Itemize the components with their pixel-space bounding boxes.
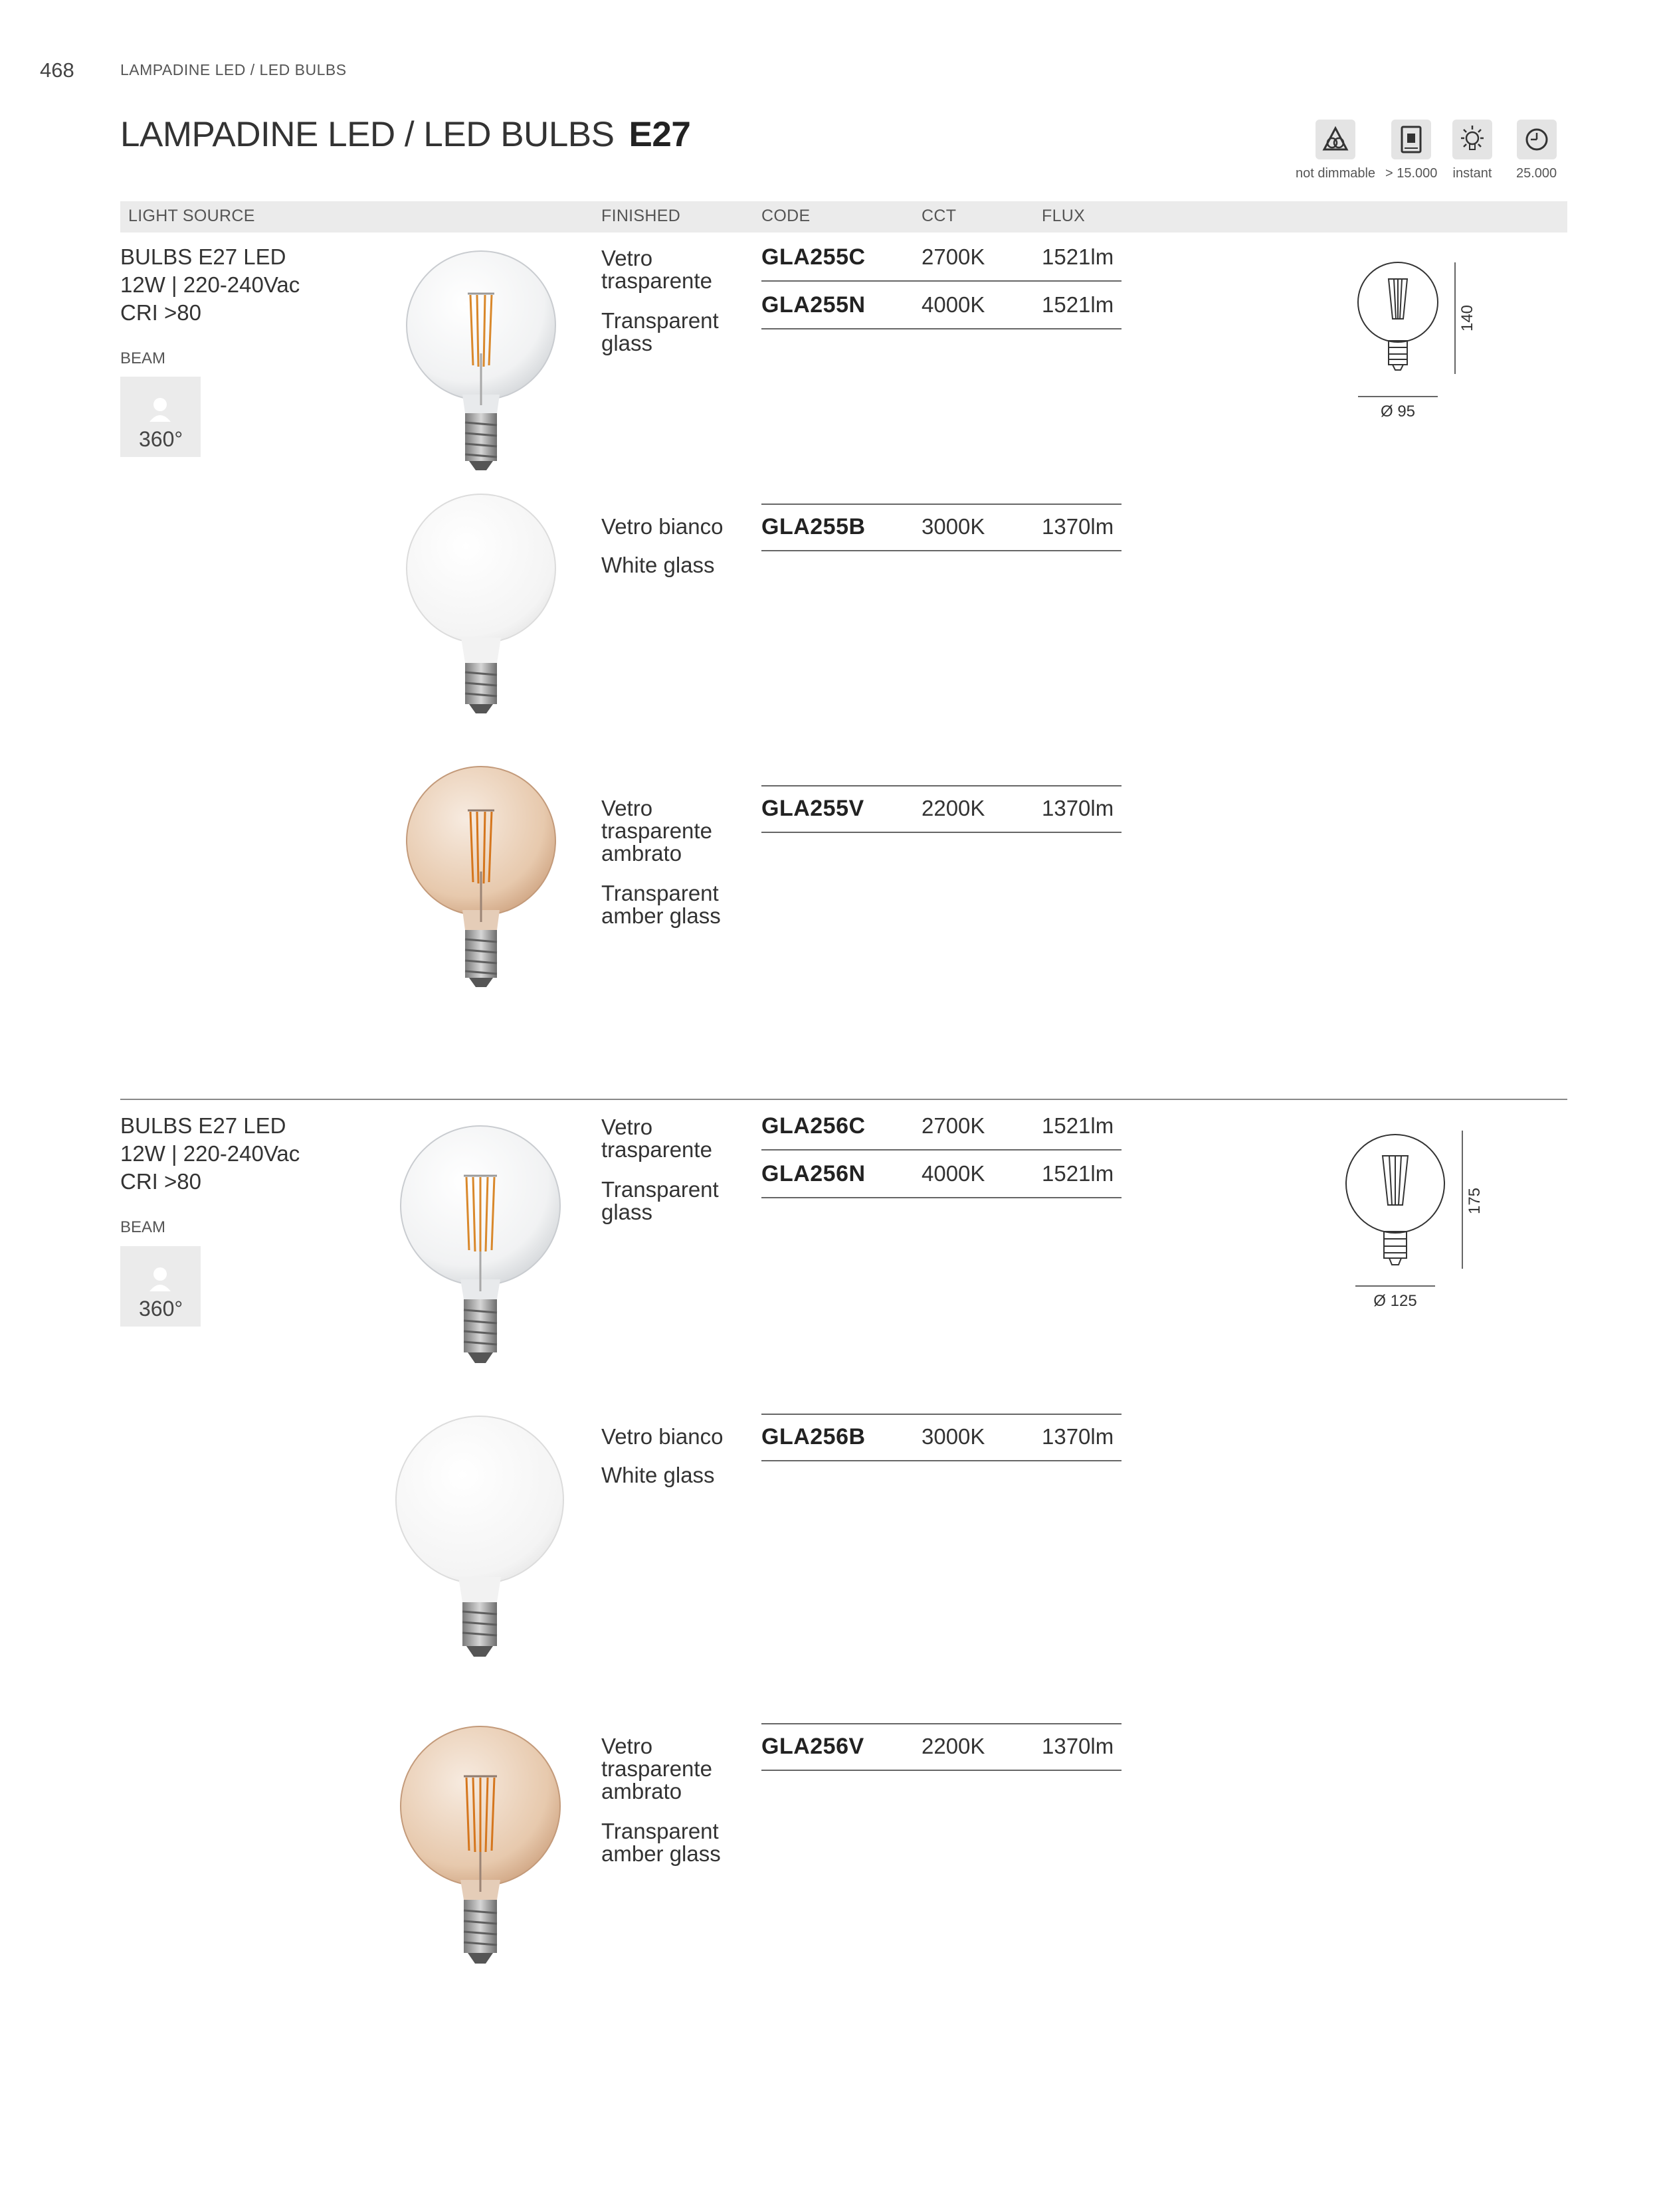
row-divider bbox=[761, 1460, 1122, 1461]
beam-icon bbox=[147, 1265, 173, 1291]
dimension-height: 140 bbox=[1458, 304, 1476, 332]
source-type: BULBS E27 LED bbox=[120, 1113, 286, 1138]
bulb-white-image bbox=[392, 1415, 567, 1661]
running-head: LAMPADINE LED / LED BULBS bbox=[120, 61, 347, 78]
finish-description bbox=[601, 1735, 728, 1865]
finish-en: Transparent amber glass bbox=[601, 1819, 721, 1866]
row-divider bbox=[761, 1770, 1122, 1771]
title-socket: E27 bbox=[629, 115, 691, 154]
product-flux: 1521lm bbox=[1042, 1113, 1114, 1138]
row-divider bbox=[761, 785, 1122, 786]
product-cct: 2200K bbox=[922, 1734, 985, 1758]
dimension-height: 175 bbox=[1466, 1187, 1484, 1215]
finish-description bbox=[601, 515, 723, 577]
finish-en: White glass bbox=[601, 1463, 715, 1487]
finish-it: Vetro trasparente bbox=[601, 1115, 712, 1162]
header-code: CODE bbox=[761, 207, 811, 225]
product-flux: 1521lm bbox=[1042, 1161, 1114, 1186]
source-cri: CRI >80 bbox=[120, 1169, 201, 1194]
row-divider bbox=[761, 504, 1122, 505]
dimension-drawing bbox=[1339, 1123, 1492, 1315]
finish-description bbox=[601, 247, 728, 355]
not-dimmable-icon bbox=[1316, 120, 1355, 159]
feature-label: 25.000 bbox=[1516, 166, 1557, 181]
source-power: 12W | 220-240Vac bbox=[120, 1141, 300, 1166]
finish-en: White glass bbox=[601, 553, 715, 577]
dimension-drawing bbox=[1355, 256, 1488, 428]
switching-cycles-icon bbox=[1391, 120, 1431, 159]
header-cct: CCT bbox=[922, 207, 957, 225]
finish-it: Vetro bianco bbox=[601, 514, 724, 539]
finish-it: Vetro trasparente ambrato bbox=[601, 796, 712, 866]
product-code: GLA255C bbox=[761, 244, 866, 270]
product-code: GLA255B bbox=[761, 514, 866, 539]
row-divider bbox=[761, 328, 1122, 329]
row-divider bbox=[761, 1149, 1122, 1151]
product-flux: 1370lm bbox=[1042, 1424, 1114, 1449]
product-flux: 1370lm bbox=[1042, 514, 1114, 539]
feature-not-dimmable bbox=[1296, 120, 1375, 181]
beam-box bbox=[120, 1246, 201, 1327]
header-light-source: LIGHT SOURCE bbox=[128, 207, 255, 225]
row-divider bbox=[761, 1723, 1122, 1724]
row-divider bbox=[761, 550, 1122, 551]
section-divider bbox=[120, 1099, 1567, 1100]
row-divider bbox=[761, 1197, 1122, 1198]
header-finished: FINISHED bbox=[601, 207, 681, 225]
source-power: 12W | 220-240Vac bbox=[120, 272, 300, 297]
header-flux: FLUX bbox=[1042, 207, 1086, 225]
product-cct: 2700K bbox=[922, 1113, 985, 1138]
finish-description bbox=[601, 797, 728, 927]
beam-label: BEAM bbox=[120, 349, 166, 367]
feature-label: not dimmable bbox=[1296, 166, 1376, 181]
title-text: LAMPADINE LED / LED BULBS bbox=[120, 115, 615, 154]
dimension-diameter: Ø 125 bbox=[1373, 1292, 1417, 1310]
source-cri: CRI >80 bbox=[120, 300, 201, 325]
bulb-amber-image bbox=[404, 765, 558, 991]
product-cct: 2200K bbox=[922, 796, 985, 820]
finish-it: Vetro trasparente bbox=[601, 246, 712, 293]
product-code: GLA256C bbox=[761, 1113, 866, 1139]
dimension-diameter: Ø 95 bbox=[1380, 403, 1416, 420]
lifetime-clock-icon bbox=[1517, 120, 1557, 159]
product-code: GLA255N bbox=[761, 292, 866, 318]
product-cct: 2700K bbox=[922, 244, 985, 269]
finish-description bbox=[601, 1426, 723, 1487]
product-code: GLA256B bbox=[761, 1424, 866, 1449]
bulb-amber-image bbox=[397, 1723, 563, 1969]
beam-icon bbox=[147, 395, 173, 422]
product-flux: 1521lm bbox=[1042, 292, 1114, 317]
product-code: GLA256V bbox=[761, 1734, 864, 1759]
table-header-bar bbox=[120, 201, 1567, 232]
finish-en: Transparent glass bbox=[601, 1177, 719, 1224]
beam-box bbox=[120, 377, 201, 457]
feature-instant bbox=[1452, 120, 1492, 181]
beam-angle: 360° bbox=[139, 427, 183, 451]
product-flux: 1370lm bbox=[1042, 796, 1114, 820]
row-divider bbox=[761, 1414, 1122, 1415]
finish-it: Vetro bianco bbox=[601, 1424, 724, 1449]
product-cct: 3000K bbox=[922, 514, 985, 539]
row-divider bbox=[761, 832, 1122, 833]
product-cct: 4000K bbox=[922, 292, 985, 317]
feature-label: instant bbox=[1452, 166, 1492, 181]
feature-lifetime bbox=[1516, 120, 1557, 181]
beam-angle: 360° bbox=[139, 1297, 183, 1321]
instant-light-icon bbox=[1452, 120, 1492, 159]
finish-en: Transparent glass bbox=[601, 308, 719, 355]
finish-description bbox=[601, 1116, 728, 1224]
beam-label: BEAM bbox=[120, 1218, 166, 1236]
product-code: GLA255V bbox=[761, 796, 864, 821]
product-flux: 1370lm bbox=[1042, 1734, 1114, 1758]
product-flux: 1521lm bbox=[1042, 244, 1114, 269]
page-title bbox=[120, 114, 690, 155]
feature-label: > 15.000 bbox=[1385, 166, 1438, 181]
source-type: BULBS E27 LED bbox=[120, 244, 286, 269]
feature-switching-cycles bbox=[1385, 120, 1437, 181]
bulb-clear-image bbox=[404, 247, 558, 473]
product-cct: 3000K bbox=[922, 1424, 985, 1449]
finish-it: Vetro trasparente ambrato bbox=[601, 1734, 712, 1803]
bulb-clear-image bbox=[397, 1123, 563, 1368]
finish-en: Transparent amber glass bbox=[601, 881, 721, 928]
product-code: GLA256N bbox=[761, 1161, 866, 1186]
bulb-white-image bbox=[404, 492, 558, 717]
product-cct: 4000K bbox=[922, 1161, 985, 1186]
page-number: 468 bbox=[40, 58, 74, 82]
row-divider bbox=[761, 280, 1122, 282]
